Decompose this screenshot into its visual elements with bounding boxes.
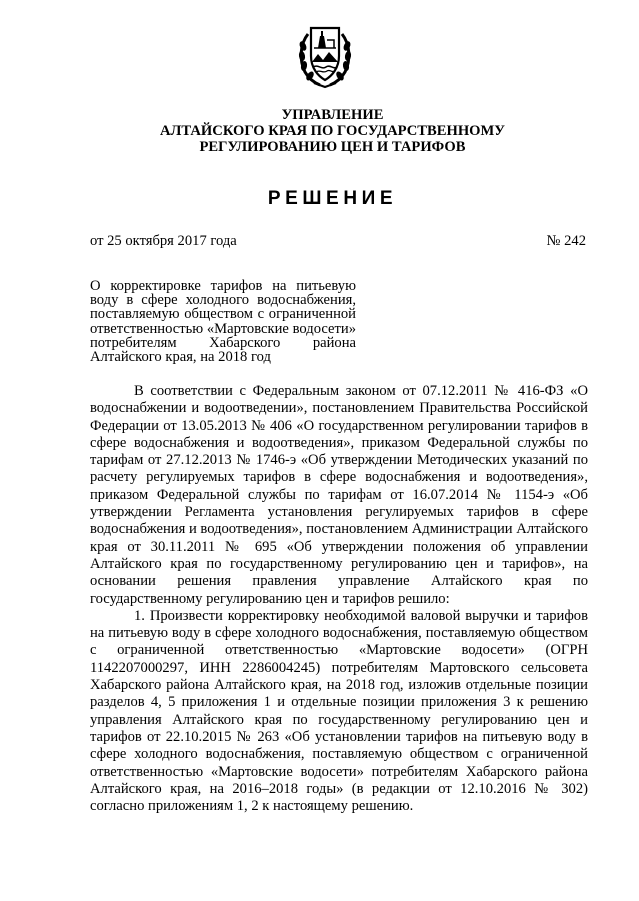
organization-name-line-1: УПРАВЛЕНИЕ	[281, 107, 384, 123]
document-body	[90, 383, 588, 815]
document-number: № 242	[546, 233, 586, 249]
organization-name-line-2: АЛТАЙСКОГО КРАЯ ПО ГОСУДАРСТВЕННОМУ	[159, 123, 506, 139]
document-date: от 25 октября 2017 года	[90, 233, 237, 249]
item-1-paragraph: 1. Произвести корректировку необходимой валовой выручки и тарифов на питьевую воду в сфере холодного водоснабжения, поставляемую обществом с ограниченной ответственностью «Мартовские водосети» (ОГРН 1142207000297, ИНН 2286004245) потребителям Мартовского сельсовета Хабарского района Алтайского края, на 2018 год, изложив отдельные позиции разделов 4, 5 приложения 1 и отдельные позиции приложения 3 к решению управления Алтайского края по государственному регулированию цен и тарифов от 22.10.2015 № 263 «Об установлении тарифов на питьевую воду в сфере холодного водоснабжения, поставляемую обществом с ограниченной ответственностью «Мартовские водосети» потребителям Хабарского района Алтайского края, на 2016–2018 годы» (в редакции от 12.10.2016 № 302) согласно приложениям 1, 2 к настоящему решению.	[90, 607, 588, 815]
document-subject	[90, 279, 356, 364]
document-subject-text: О корректировке тарифов на питьевую воду в сфере холодного водоснабжения, поставляемую обществом с ограниченной ответственностью «Мартовские водосети» потребителям Хабарского района Алтайского края, на 2018 год	[90, 278, 356, 366]
altai-krai-coat-of-arms-icon	[296, 20, 354, 90]
organization-name-line-3: РЕГУЛИРОВАНИЮ ЦЕН И ТАРИФОВ	[199, 139, 466, 155]
document-type-title: РЕШЕНИЕ	[267, 188, 398, 209]
preamble-paragraph: В соответствии с Федеральным законом от 07.12.2011 № 416-ФЗ «О водоснабжении и водоотведении», постановлением Правительства Российской Федерации от 13.05.2013 № 406 «О государственном регулировании тарифов в сфере водоснабжения и водоотведения», приказом Федеральной службы по тарифам от 27.12.2013 № 1746-э «Об утверждении Методических указаний по расчету регулируемых тарифов в сфере водоснабжения и водоотведения», приказом Федеральной службы по тарифам от 16.07.2014 № 1154-э «Об утверждении Регламента установления регулируемых тарифов в сфере водоснабжения и водоотведения», постановлением Администрации Алтайского края от 30.11.2011 № 695 «Об утверждении положения об управлении Алтайского края по государственному регулированию цен и тарифов», на основании решения правления управление Алтайского края по государственному регулированию цен и тарифов решило:	[90, 383, 588, 607]
